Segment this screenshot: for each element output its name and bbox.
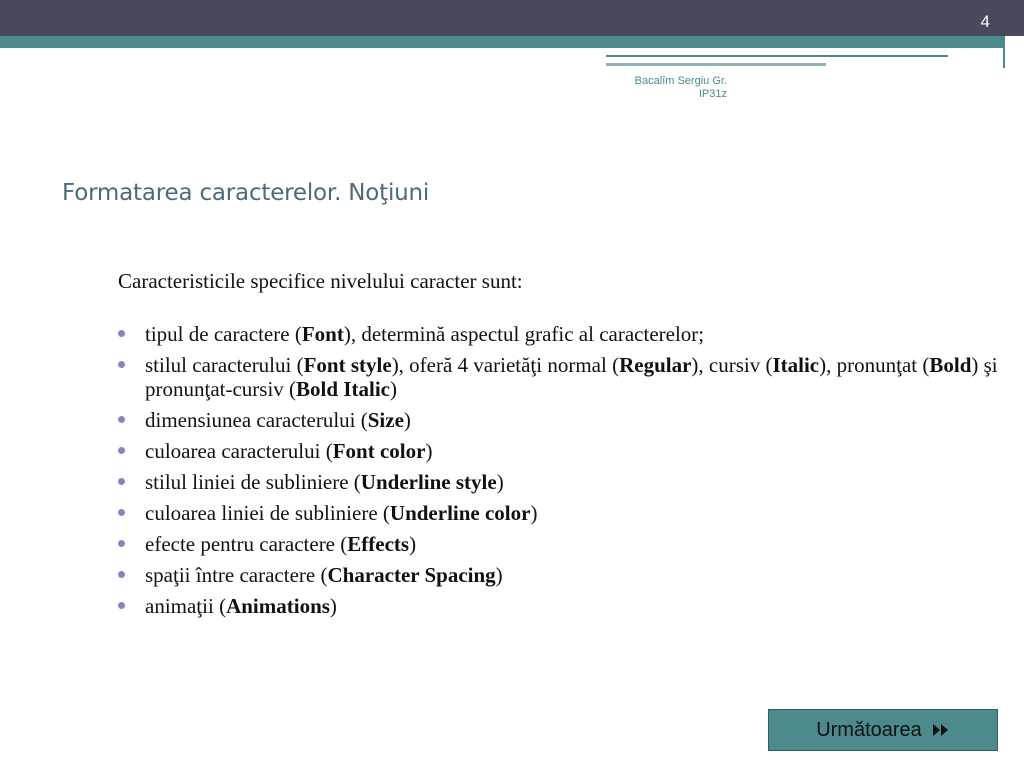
accent-bar [0, 36, 1004, 48]
author-group: IP31z [698, 88, 727, 100]
bullet-term: Effects [347, 532, 410, 556]
bullet-text: ) [495, 563, 503, 587]
bullet-text: spaţii între caractere ( [145, 563, 328, 587]
bullet-text: ), determină aspectul grafic al caracterelor; [343, 322, 705, 346]
bullet-text: ) [409, 532, 417, 556]
bullet-item [118, 501, 998, 525]
bullet-dot-icon [118, 540, 125, 547]
bullet-term: Font [301, 322, 344, 346]
decorative-line [606, 55, 948, 57]
bullet-dot-icon [118, 361, 125, 368]
bullet-text: ) [496, 470, 504, 494]
bullet-item [118, 439, 998, 463]
bullet-term: Bold [929, 353, 972, 377]
bullet-term: Regular [619, 353, 692, 377]
bullet-term: Character Spacing [327, 563, 496, 587]
bullet-text: efecte pentru caractere ( [145, 532, 348, 556]
intro-text: Caracteristicile specifice nivelului caracter sunt: [118, 269, 523, 293]
author-name: Bacalîm Sergiu Gr. [634, 75, 727, 87]
decorative-line [1003, 36, 1005, 68]
bullet-item [118, 322, 998, 346]
bullet-text: ) [403, 408, 411, 432]
bullet-dot-icon [118, 447, 125, 454]
slide-content [118, 268, 998, 625]
bullet-item [118, 408, 998, 432]
slide-title: Formatarea caracterelor. Noţiuni [62, 180, 430, 206]
bullet-text: ) [329, 594, 337, 618]
top-bar [0, 0, 1024, 36]
bullet-term: Underline style [360, 470, 497, 494]
bullet-term: Bold Italic [296, 377, 390, 401]
bullet-text: ) şi pronunţat-cursiv ( [145, 353, 998, 401]
bullet-item [118, 353, 998, 401]
bullet-list [118, 322, 998, 618]
bullet-text: stilul liniei de subliniere ( [145, 470, 361, 494]
double-chevron-right-icon [932, 723, 950, 737]
bullet-item [118, 594, 998, 618]
bullet-term: Italic [772, 353, 820, 377]
bullet-term: Font color [332, 439, 426, 463]
bullet-text: ) [389, 377, 397, 401]
bullet-dot-icon [118, 416, 125, 423]
bullet-text: ), oferă 4 varietăţi normal ( [391, 353, 620, 377]
bullet-text: culoarea liniei de subliniere ( [145, 501, 390, 525]
bullet-text: tipul de caractere ( [145, 322, 302, 346]
bullet-dot-icon [118, 571, 125, 578]
bullet-text: ), cursiv ( [691, 353, 773, 377]
bullet-dot-icon [118, 509, 125, 516]
bullet-item [118, 563, 998, 587]
next-slide-button[interactable] [768, 709, 998, 751]
bullet-dot-icon [118, 330, 125, 337]
bullet-text: animaţii ( [145, 594, 227, 618]
decorative-line [606, 63, 826, 66]
bullet-term: Font style [303, 353, 392, 377]
bullet-term: Size [367, 408, 404, 432]
slide-number: 4 [980, 12, 990, 31]
author-block [600, 75, 727, 101]
bullet-dot-icon [118, 602, 125, 609]
bullet-dot-icon [118, 478, 125, 485]
bullet-text: stilul caracterului ( [145, 353, 304, 377]
bullet-item [118, 470, 998, 494]
bullet-text: ) [530, 501, 538, 525]
bullet-text: ) [425, 439, 433, 463]
bullet-text: ), pronunţat ( [819, 353, 930, 377]
bullet-text: culoarea caracterului ( [145, 439, 333, 463]
bullet-text: dimensiunea caracterului ( [145, 408, 368, 432]
next-button-label: Următoarea [816, 718, 922, 741]
bullet-term: Underline color [389, 501, 531, 525]
bullet-item [118, 532, 998, 556]
bullet-term: Animations [226, 594, 330, 618]
